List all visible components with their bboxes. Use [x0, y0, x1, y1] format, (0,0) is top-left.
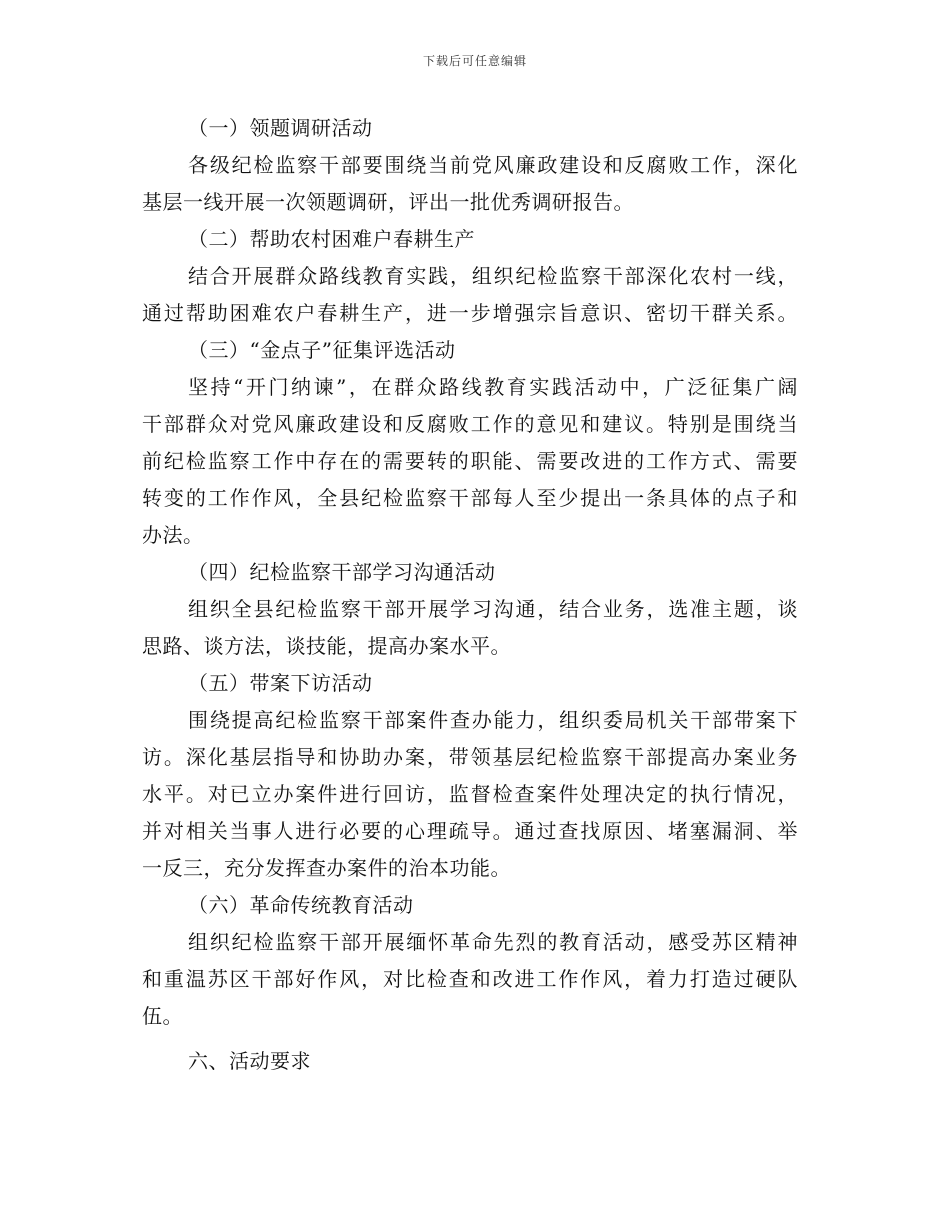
paragraph-line: 各级纪检监察干部要围绕当前党风廉政建设和反腐败工作，深化 — [188, 153, 798, 177]
paragraph-line: 办法。 — [142, 523, 204, 547]
paragraph-line: 通过帮助困难农户春耕生产，进一步增强宗旨意识、密切干群关系。 — [142, 301, 798, 325]
paragraph-line: 转变的工作作风，全县纪检监察干部每人至少提出一条具体的点子和 — [142, 486, 798, 510]
section-heading: （三）“金点子”征集评选活动 — [188, 338, 456, 362]
section-heading: （四）纪检监察干部学习沟通活动 — [188, 560, 496, 584]
document-body — [142, 110, 798, 1080]
section-heading: （五）带案下访活动 — [188, 671, 373, 695]
paragraph-line: 水平。对已立办案件进行回访，监督检查案件处理决定的执行情况， — [142, 782, 798, 806]
section-heading: （一）领题调研活动 — [188, 116, 373, 140]
paragraph-line: 组织全县纪检监察干部开展学习沟通，结合业务，选准主题，谈 — [188, 597, 798, 621]
page-header: 下载后可任意编辑 — [422, 54, 527, 68]
paragraph-line: 思路、谈方法，谈技能，提高办案水平。 — [142, 634, 511, 658]
paragraph-line: 基层一线开展一次领题调研，评出一批优秀调研报告。 — [142, 190, 634, 214]
paragraph-line: 前纪检监察工作中存在的需要转的职能、需要改进的工作方式、需要 — [142, 449, 798, 473]
paragraph-line: 一反三，充分发挥查办案件的治本功能。 — [142, 856, 511, 880]
paragraph-line: 结合开展群众路线教育实践，组织纪检监察干部深化农村一线， — [188, 264, 798, 288]
paragraph-line: 坚持“开门纳谏”，在群众路线教育实践活动中，广泛征集广阔 — [188, 375, 798, 399]
paragraph-line: 伍。 — [142, 1004, 183, 1028]
paragraph-line: 和重温苏区干部好作风，对比检查和改进工作作风，着力打造过硬队 — [142, 967, 798, 991]
paragraph-line: 并对相关当事人进行必要的心理疏导。通过查找原因、堵塞漏洞、举 — [142, 819, 798, 843]
section-heading: （二）帮助农村困难户春耕生产 — [188, 227, 475, 251]
paragraph-line: 干部群众对党风廉政建设和反腐败工作的意见和建议。特别是围绕当 — [142, 412, 798, 436]
paragraph-line: 访。深化基层指导和协助办案，带领基层纪检监察干部提高办案业务 — [142, 745, 798, 769]
paragraph-line: 组织纪检监察干部开展缅怀革命先烈的教育活动，感受苏区精神 — [188, 930, 798, 954]
section-heading: （六）革命传统教育活动 — [188, 893, 414, 917]
chapter-heading: 六、活动要求 — [188, 1049, 311, 1073]
paragraph-line: 围绕提高纪检监察干部案件查办能力，组织委局机关干部带案下 — [188, 708, 798, 732]
